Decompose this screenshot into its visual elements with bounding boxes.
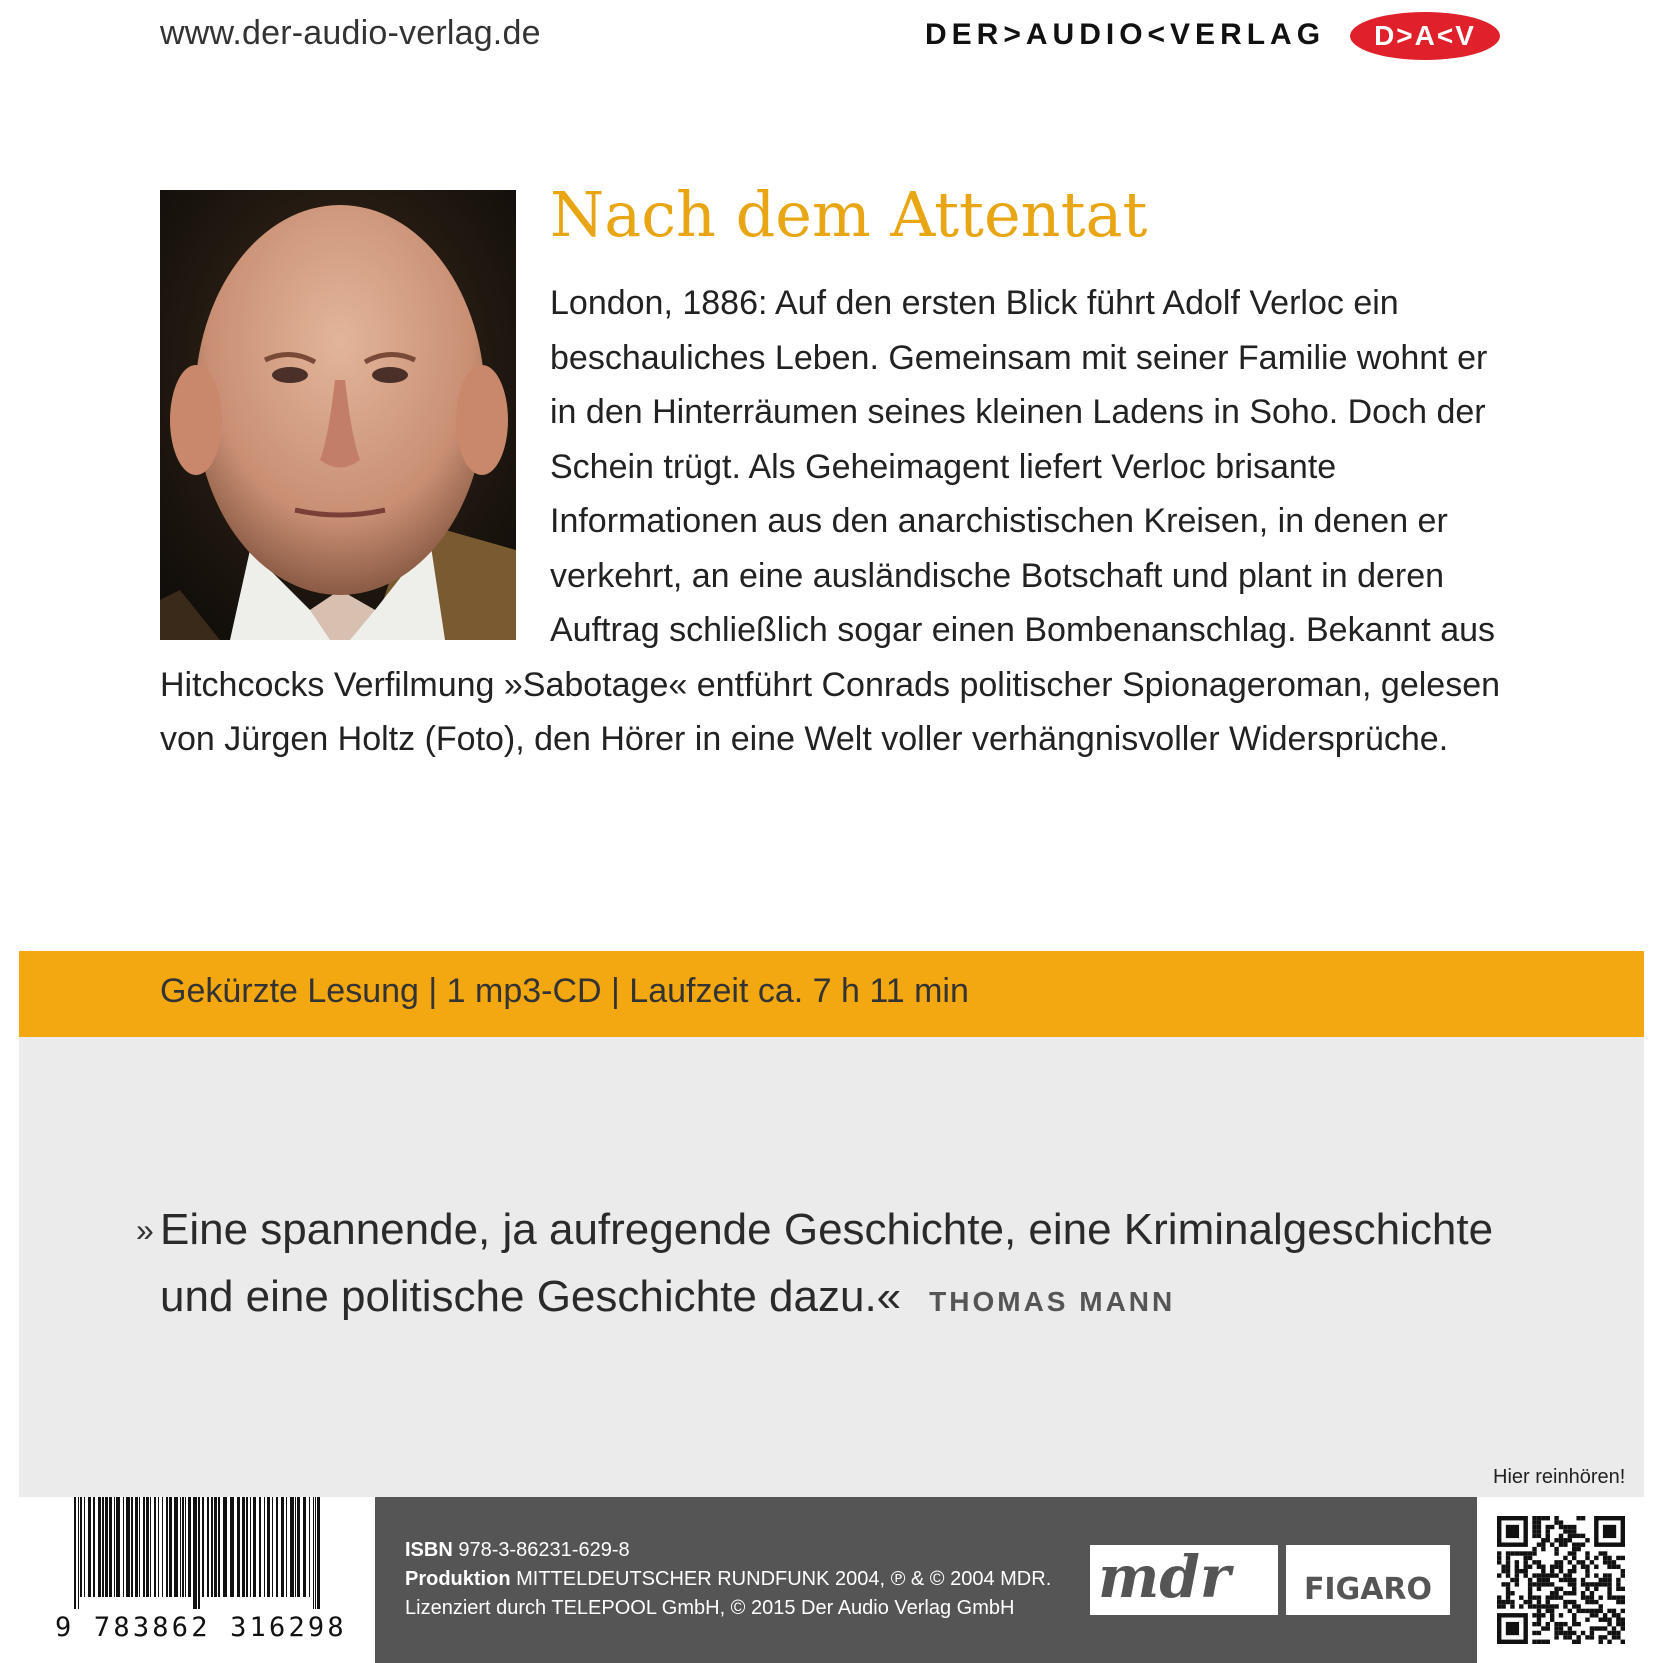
isbn-label: ISBN	[405, 1539, 453, 1561]
footer-credits	[405, 1536, 1051, 1623]
production-value: MITTELDEUTSCHER RUNDFUNK 2004, ℗ & © 2004 MDR.	[516, 1568, 1052, 1590]
quote-open-mark: »	[136, 1212, 154, 1248]
website-link[interactable]: www.der-audio-verlag.de	[160, 14, 541, 52]
publisher-name: DER>AUDIO<VERLAG	[925, 18, 1326, 51]
barcode-digits: 9 783862 316298	[55, 1612, 347, 1643]
production-line	[405, 1565, 1051, 1594]
isbn-line	[405, 1536, 1051, 1565]
production-label: Produktion	[405, 1568, 511, 1590]
book-title: Nach dem Attentat	[550, 178, 1148, 251]
figaro-logo	[1280, 1545, 1450, 1615]
mdr-logo	[1090, 1545, 1278, 1615]
book-description	[160, 276, 1500, 767]
figaro-logo-text: FIGARO	[1303, 1572, 1433, 1607]
figaro-logo-image	[1286, 1545, 1450, 1615]
portrait-spacer	[160, 276, 550, 656]
isbn-value: 978-3-86231-629-8	[458, 1539, 630, 1561]
quote-text: Eine spannende, ja aufregende Geschichte, eine Kriminalgeschichte und eine politische Geschichte dazu.«	[160, 1205, 1494, 1321]
listen-label: Hier reinhören!	[1493, 1466, 1626, 1488]
qr-code-icon[interactable]	[1497, 1516, 1625, 1644]
review-quote	[160, 1196, 1520, 1335]
product-info: Gekürzte Lesung | 1 mp3-CD | Laufzeit ca. 7 h 11 min	[160, 972, 969, 1010]
description-text: London, 1886: Auf den ersten Blick führt Adolf Verloc ein beschauliches Leben. Gemeinsam mit seiner Familie wohnt er in den Hinterräumen seines kleinen Ladens in Soho. Doch der Schein trügt. Als Geheimagent liefert Verloc brisante Informationen aus den anarchistischen Kreisen, in denen er verkehrt, an eine ausländische Botschaft und plant in deren Auftrag schließlich sogar einen Bombenanschlag. Bekannt aus Hitchcocks Verfilmung »Sabotage« entführt Conrads politischer Spionageroman, gelesen von Jürgen Holtz (Foto), den Hörer in eine Welt voller verhängnisvoller Widersprüche.	[160, 284, 1501, 758]
license-line: Lizenziert durch TELEPOOL GmbH, © 2015 Der Audio Verlag GmbH	[405, 1597, 1015, 1619]
barcode-icon	[74, 1497, 324, 1609]
quote-author: THOMAS MANN	[929, 1286, 1176, 1317]
dav-logo: D>A<V	[1350, 12, 1500, 60]
mdr-logo-image	[1090, 1545, 1278, 1615]
mdr-logo-text: mdr	[1098, 1545, 1231, 1611]
